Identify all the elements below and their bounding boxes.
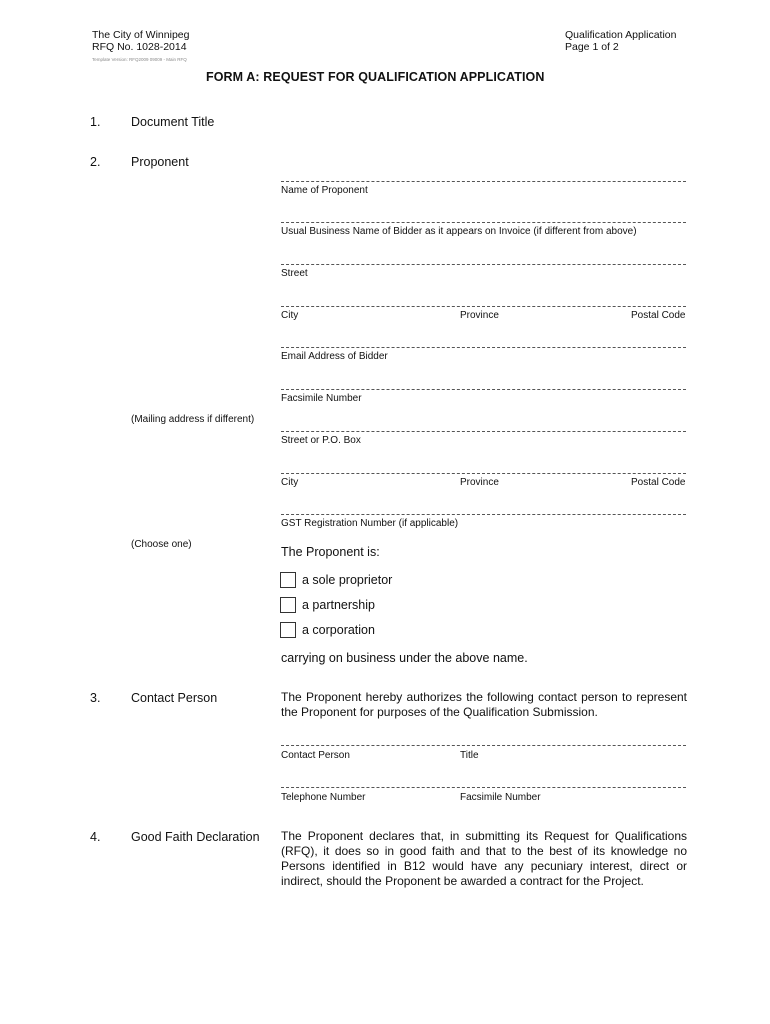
form-title: FORM A: REQUEST FOR QUALIFICATION APPLICATION: [206, 70, 545, 84]
partnership-checkbox[interactable]: [280, 597, 296, 613]
partnership-label: a partnership: [302, 598, 375, 612]
choose-one-note: (Choose one): [131, 539, 192, 550]
corporation-label: a corporation: [302, 623, 375, 637]
header-city: The City of Winnipeg: [92, 29, 190, 41]
header-document-type: Qualification Application: [565, 29, 677, 41]
contact-authorization-text: The Proponent hereby authorizes the following contact person to represent the Proponent for purposes of the Qualification Submission.: [281, 690, 687, 719]
section-1-title: Document Title: [131, 115, 215, 129]
contact-person-label: Contact Person: [281, 750, 350, 761]
email-line[interactable]: [281, 347, 686, 348]
mailing-city-label: City: [281, 477, 299, 488]
business-name-label: Usual Business Name of Bidder as it appears on Invoice (if different from above): [281, 226, 637, 237]
section-1-number: 1.: [90, 115, 101, 129]
province-label: Province: [460, 310, 499, 321]
telephone-label: Telephone Number: [281, 792, 366, 803]
street-po-line[interactable]: [281, 431, 686, 432]
city-province-postal-line[interactable]: [281, 306, 686, 307]
sole-proprietor-label: a sole proprietor: [302, 573, 393, 587]
section-3-number: 3.: [90, 691, 101, 705]
fax-label: Facsimile Number: [281, 393, 362, 404]
carrying-on-business-text: carrying on business under the above name.: [281, 651, 528, 665]
section-2-title: Proponent: [131, 155, 189, 169]
header-rfq-number: RFQ No. 1028-2014: [92, 41, 187, 53]
business-name-line[interactable]: [281, 222, 686, 223]
email-label: Email Address of Bidder: [281, 351, 388, 362]
gst-label: GST Registration Number (if applicable): [281, 518, 459, 529]
mailing-address-note: (Mailing address if different): [131, 414, 255, 425]
good-faith-declaration-text: The Proponent declares that, in submitting its Request for Qualifications (RFQ), it does so in good faith and that to the best of its knowledge no Persons identified in B12 would have any pecuniary interest, direct or indirect, should the Proponent be awarded a contract for the Project.: [281, 829, 687, 888]
city-label: City: [281, 310, 299, 321]
street-po-label: Street or P.O. Box: [281, 435, 361, 446]
template-version-note: Template Version: RFQ2009 09009 - Main RFQ: [92, 57, 187, 62]
corporation-checkbox[interactable]: [280, 622, 296, 638]
proponent-is-label: The Proponent is:: [281, 545, 380, 559]
mailing-postal-code-label: Postal Code: [631, 477, 686, 488]
street-label: Street: [281, 268, 308, 279]
mailing-province-label: Province: [460, 477, 499, 488]
proponent-name-line[interactable]: [281, 181, 686, 182]
mailing-city-province-postal-line[interactable]: [281, 473, 686, 474]
header-page-number: Page 1 of 2: [565, 41, 619, 53]
telephone-fax-line[interactable]: [281, 787, 686, 788]
sole-proprietor-checkbox[interactable]: [280, 572, 296, 588]
contact-title-label: Title: [460, 750, 479, 761]
street-line[interactable]: [281, 264, 686, 265]
section-4-title: Good Faith Declaration: [131, 830, 260, 844]
contact-fax-label: Facsimile Number: [460, 792, 541, 803]
contact-person-title-line[interactable]: [281, 745, 686, 746]
section-3-title: Contact Person: [131, 691, 218, 705]
section-4-number: 4.: [90, 830, 101, 844]
section-2-number: 2.: [90, 155, 101, 169]
proponent-name-label: Name of Proponent: [281, 185, 368, 196]
postal-code-label: Postal Code: [631, 310, 686, 321]
gst-line[interactable]: [281, 514, 686, 515]
fax-line[interactable]: [281, 389, 686, 390]
